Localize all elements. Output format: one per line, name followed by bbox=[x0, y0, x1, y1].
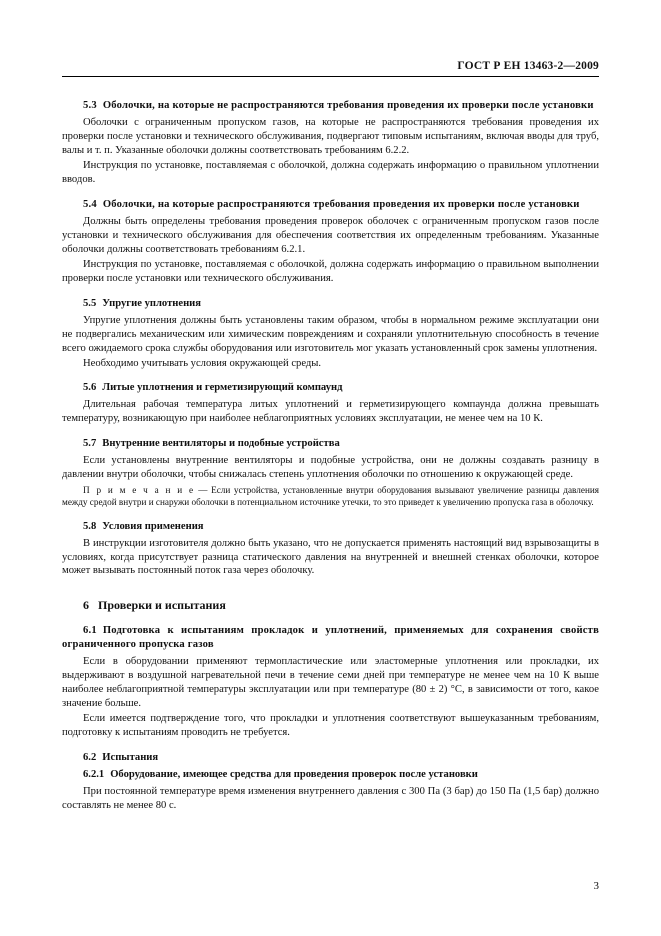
section-heading-5-4 bbox=[62, 198, 599, 212]
section-title: Подготовка к испытаниям прокладок и уплотнений, применяемых для сохранения свойств ограниченного пропуска газов bbox=[62, 625, 599, 651]
paragraph: Оболочки с ограниченным пропуском газов, на которые не распространяются требования проведения их проверки после установки и технического обслуживания, подвергают типовым испытаниям, включая вводы для труб, валы и т. п. Указанные оболочки должны соответствовать требованиям 6.2.2. bbox=[62, 116, 599, 156]
clause-number: 6 bbox=[83, 598, 89, 613]
paragraph: При постоянной температуре время изменения внутреннего давления с 300 Па (3 бар) до 150 Па (1,5 бар) должно составлять не менее 80 с. bbox=[62, 786, 599, 812]
header-divider bbox=[62, 76, 599, 77]
section-heading-5-5 bbox=[62, 297, 599, 311]
paragraph: Длительная рабочая температура литых уплотнений и герметизирующего компаунда должна превышать температуру, возникающую при наиболее неблагоприятных условиях эксплуатации, не менее чем на 10 К. bbox=[62, 399, 599, 425]
section-title: Оборудование, имеющее средства для проведения проверок после установки bbox=[110, 769, 478, 781]
note-text: — Если устройства, установленные внутри оборудования вызывают увеличение разницы давления между средой внутри и снаружи оболочки в потенциальном источнике утечки, то это приведет к увеличению пропуска газа в оболочку. bbox=[62, 485, 599, 508]
section-heading-5-3 bbox=[62, 99, 599, 113]
section-title: Внутренние вентиляторы и подобные устройства bbox=[102, 438, 340, 450]
section-number: 6.2.1 bbox=[83, 769, 105, 781]
section-number: 5.5 bbox=[83, 297, 97, 309]
section-number: 5.6 bbox=[83, 382, 97, 394]
section-heading-5-8 bbox=[62, 520, 599, 534]
section-title: Оболочки, на которые не распространяются требования проведения их проверки после установки bbox=[102, 100, 594, 111]
paragraph: Если установлены внутренние вентиляторы и подобные устройства, они не должны создавать разницу в давлении внутри оболочки, чтобы снижалась степень уплотнения оболочки по отношению к окружающей среде. bbox=[62, 455, 599, 481]
section-title: Оболочки, на которые распространяются требования проведения их проверки после установки bbox=[102, 198, 580, 210]
section-heading-5-6 bbox=[62, 381, 599, 395]
paragraph: Если имеется подтверждение того, что прокладки и уплотнения соответствуют вышеуказанным требованиям, подготовку к испытаниям проводить не требуется. bbox=[62, 713, 599, 739]
note-label: П р и м е ч а н и е bbox=[83, 485, 195, 496]
paragraph: Необходимо учитывать условия окружающей среды. bbox=[83, 357, 322, 369]
paragraph: Если в оборудовании применяют термопластические или эластомерные уплотнения или прокладки, их выдерживают в воздушной нагревательной печи в течение семи дней при температуре не менее чем на 10 К выше наиболее неблагоприятной температуры эксплуатации или при температуре (80 ± 2) °С, в зависимости от того, какое значение больше. bbox=[62, 656, 599, 710]
section-title: Условия применения bbox=[102, 520, 204, 532]
section-number: 6.2 bbox=[83, 752, 97, 764]
section-title: Испытания bbox=[102, 752, 159, 764]
clause-title: Проверки и испытания bbox=[98, 598, 226, 613]
section-number: 6.1 bbox=[83, 625, 97, 637]
section-number: 5.3 bbox=[83, 100, 97, 111]
note-block bbox=[62, 484, 599, 508]
paragraph: Упругие уплотнения должны быть установлены таким образом, чтобы в нормальном режиме эксплуатации они не подвергались механическим или химическим повреждениям и сохраняли уплотнительную способность в течение всего ожидаемого срока службы оборудования или изготовитель мог указать установленный срок замены уплотнения. bbox=[62, 314, 599, 354]
section-heading-6-1 bbox=[62, 624, 599, 652]
section-heading-6-2-1 bbox=[62, 768, 599, 782]
section-number: 5.7 bbox=[83, 438, 97, 450]
page-number: 3 bbox=[593, 880, 599, 892]
section-number: 5.4 bbox=[83, 198, 97, 210]
page-header: ГОСТ Р ЕН 13463-2—2009 bbox=[457, 60, 599, 72]
section-number: 5.8 bbox=[83, 520, 97, 532]
paragraph: Инструкция по установке, поставляемая с оболочкой, должна содержать информацию о правильном выполнении проверки после установки или технического обслуживания. bbox=[62, 258, 599, 284]
section-heading-6-2 bbox=[62, 751, 599, 765]
section-heading-5-7 bbox=[62, 437, 599, 451]
section-title: Литые уплотнения и герметизирующий компаунд bbox=[102, 382, 343, 394]
paragraph: В инструкции изготовителя должно быть указано, что не допускается применять настоящий вид взрывозащиты в условиях, когда присутствует разница статического давления на внутренней и внешней стенках оболочки, которое может вызывать постоянный поток газа через оболочку. bbox=[62, 537, 599, 577]
clause-heading-6 bbox=[62, 598, 599, 613]
section-title: Упругие уплотнения bbox=[102, 297, 202, 309]
paragraph: Инструкция по установке, поставляемая с оболочкой, должна содержать информацию о правильном уплотнении вводов. bbox=[62, 159, 599, 185]
paragraph: Должны быть определены требования проведения проверок оболочек с ограниченным пропуском газов после установки и технического обслуживания для обеспечения соответствия их определенным требованиям. Указанные оболочки должны соответствовать требованиям 6.2.1. bbox=[62, 215, 599, 255]
